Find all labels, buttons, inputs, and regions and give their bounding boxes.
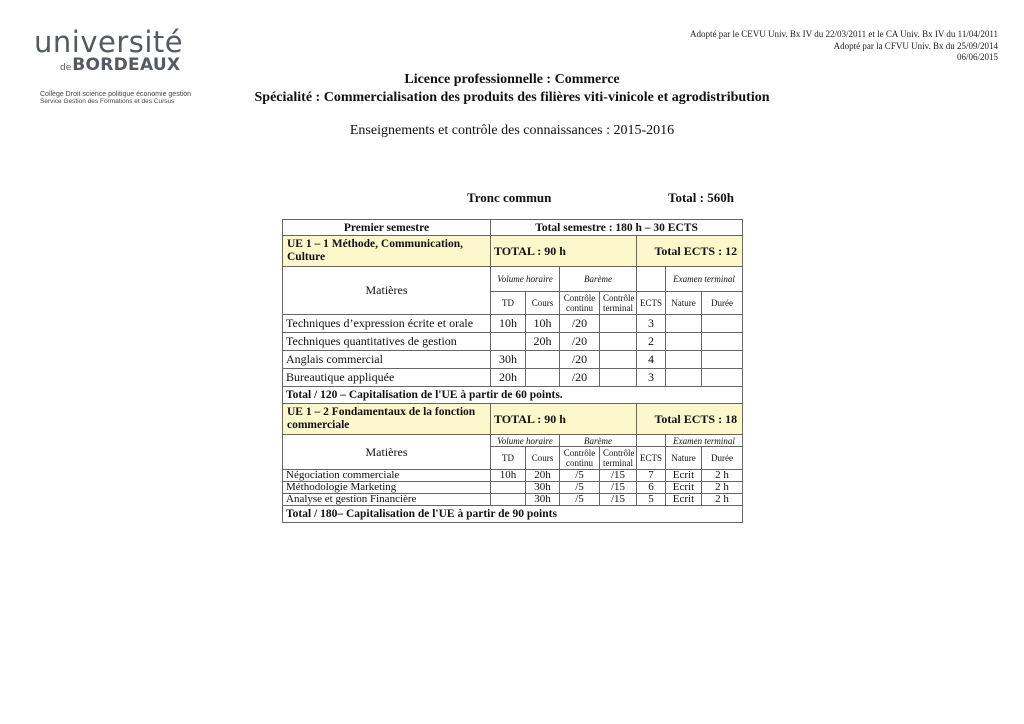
- ects-header: ECTS: [637, 292, 666, 315]
- nature-cell: [666, 351, 702, 369]
- controle-terminal-header: Contrôle terminal: [600, 447, 637, 470]
- volume-horaire-header: Volume horaire: [491, 435, 560, 447]
- ue1-name: UE 1 – 1 Méthode, Communication, Culture: [283, 236, 491, 267]
- cc-cell: /5: [560, 470, 600, 482]
- ects-cell: 2: [637, 333, 666, 351]
- nature-cell: [666, 315, 702, 333]
- cours-cell: 30h: [526, 494, 560, 506]
- ects-cell: 5: [637, 494, 666, 506]
- table-row: [283, 333, 743, 351]
- semester-total: Total semestre : 180 h – 30 ECTS: [491, 220, 743, 236]
- matiere-cell: Techniques d’expression écrite et orale: [283, 315, 491, 333]
- nature-cell: [666, 333, 702, 351]
- document-subtitle: Enseignements et contrôle des connaissances : 2015-2016: [349, 123, 675, 138]
- cours-cell: [526, 369, 560, 387]
- cours-header: Cours: [526, 447, 560, 470]
- examen-terminal-header: Examen terminal: [666, 435, 743, 447]
- logo-bordeaux: BORDEAUX: [72, 55, 181, 75]
- cc-cell: /5: [560, 494, 600, 506]
- total-hours: Total : 560h: [668, 190, 734, 205]
- cc-cell: /20: [560, 369, 600, 387]
- ct-cell: [600, 315, 637, 333]
- cours-cell: 20h: [526, 470, 560, 482]
- ue1-column-header-row: [283, 267, 743, 292]
- semester-header-row: [283, 220, 743, 236]
- document-title: Licence professionnelle : Commerce: [404, 72, 620, 87]
- ct-cell: [600, 351, 637, 369]
- cc-cell: /20: [560, 351, 600, 369]
- ects-cell: 4: [637, 351, 666, 369]
- td-cell: [491, 494, 526, 506]
- semester-label: Premier semestre: [283, 220, 491, 236]
- ct-cell: [600, 333, 637, 351]
- logo-college: Collège Droit science politique économie gestion: [40, 91, 191, 98]
- td-cell: 10h: [491, 315, 526, 333]
- logo-universite: université: [34, 25, 184, 59]
- ct-cell: /15: [600, 470, 637, 482]
- cours-cell: 20h: [526, 333, 560, 351]
- td-cell: 20h: [491, 369, 526, 387]
- ects-cell: 3: [637, 369, 666, 387]
- duree-header: Durée: [702, 292, 743, 315]
- matieres-header: Matières: [283, 435, 491, 470]
- bareme-header: Barème: [560, 267, 637, 292]
- logo-service: Service Gestion des Formations et des Cursus: [40, 98, 175, 105]
- nature-cell: Ecrit: [666, 482, 702, 494]
- ects-cell: 6: [637, 482, 666, 494]
- curriculum-table: [282, 219, 743, 523]
- tronc-commun-label: Tronc commun: [467, 190, 552, 205]
- matiere-cell: Méthodologie Marketing: [283, 482, 491, 494]
- cc-cell: /5: [560, 482, 600, 494]
- duree-cell: 2 h: [702, 470, 743, 482]
- duree-header: Durée: [702, 447, 743, 470]
- document-specialite: Spécialité : Commercialisation des produits des filières viti-vinicole et agrodistribution: [254, 90, 770, 105]
- ue1-total: TOTAL : 90 h: [491, 236, 637, 267]
- ue2-name: UE 1 – 2 Fondamentaux de la fonction commerciale: [283, 404, 491, 435]
- volume-horaire-header: Volume horaire: [491, 267, 560, 292]
- adoption-line-1: Adopté par le CEVU Univ. Bx IV du 22/03/2011 et le CA Univ. Bx IV du 11/04/2011: [690, 29, 998, 39]
- bareme-header: Barème: [560, 435, 637, 447]
- ue2-ects: Total ECTS : 18: [637, 404, 743, 435]
- matieres-header: Matières: [283, 267, 491, 315]
- td-header: TD: [491, 292, 526, 315]
- table-row: [283, 315, 743, 333]
- ects-cell: 7: [637, 470, 666, 482]
- ue1-ects: Total ECTS : 12: [637, 236, 743, 267]
- nature-cell: Ecrit: [666, 470, 702, 482]
- ue1-footer-row: [283, 387, 743, 404]
- duree-cell: [702, 351, 743, 369]
- table-row: [283, 482, 743, 494]
- table-row: [283, 470, 743, 482]
- duree-cell: 2 h: [702, 494, 743, 506]
- adoption-line-2: Adopté par la CFVU Univ. Bx du 25/09/2014: [833, 40, 998, 51]
- logo-de: de: [60, 63, 72, 73]
- ue1-footer: Total / 120 – Capitalisation de l'UE à partir de 60 points.: [283, 387, 743, 404]
- cours-cell: [526, 351, 560, 369]
- matiere-cell: Techniques quantitatives de gestion: [283, 333, 491, 351]
- cours-header: Cours: [526, 292, 560, 315]
- duree-cell: [702, 333, 743, 351]
- nature-cell: Ecrit: [666, 494, 702, 506]
- matiere-cell: Négociation commerciale: [283, 470, 491, 482]
- ects-header: ECTS: [637, 447, 666, 470]
- matiere-cell: Analyse et gestion Financière: [283, 494, 491, 506]
- ects-empty-header: [637, 267, 666, 292]
- cours-cell: 30h: [526, 482, 560, 494]
- nature-header: Nature: [666, 292, 702, 315]
- controle-continu-header: Contrôle continu: [560, 292, 600, 315]
- td-cell: [491, 482, 526, 494]
- matiere-cell: Bureautique appliquée: [283, 369, 491, 387]
- ue2-footer: Total / 180– Capitalisation de l'UE à partir de 90 points: [283, 506, 743, 523]
- controle-terminal-header: Contrôle terminal: [600, 292, 637, 315]
- nature-header: Nature: [666, 447, 702, 470]
- ue2-footer-row: [283, 506, 743, 523]
- duree-cell: 2 h: [702, 482, 743, 494]
- table-row: [283, 351, 743, 369]
- ects-cell: 3: [637, 315, 666, 333]
- ct-cell: /15: [600, 494, 637, 506]
- table-row: [283, 369, 743, 387]
- cc-cell: /20: [560, 315, 600, 333]
- table-row: [283, 494, 743, 506]
- adoption-line-3: 06/06/2015: [956, 52, 998, 62]
- ue2-header-row: [283, 404, 743, 435]
- ue2-column-header-row: [283, 435, 743, 447]
- ct-cell: [600, 369, 637, 387]
- cc-cell: /20: [560, 333, 600, 351]
- nature-cell: [666, 369, 702, 387]
- ue2-total: TOTAL : 90 h: [491, 404, 637, 435]
- matiere-cell: Anglais commercial: [283, 351, 491, 369]
- td-cell: 10h: [491, 470, 526, 482]
- ects-empty-header: [637, 435, 666, 447]
- td-cell: [491, 333, 526, 351]
- ue1-header-row: [283, 236, 743, 267]
- td-cell: 30h: [491, 351, 526, 369]
- controle-continu-header: Contrôle continu: [560, 447, 600, 470]
- examen-terminal-header: Examen terminal: [666, 267, 743, 292]
- td-header: TD: [491, 447, 526, 470]
- duree-cell: [702, 369, 743, 387]
- cours-cell: 10h: [526, 315, 560, 333]
- ct-cell: /15: [600, 482, 637, 494]
- adoption-notes: [690, 29, 998, 64]
- duree-cell: [702, 315, 743, 333]
